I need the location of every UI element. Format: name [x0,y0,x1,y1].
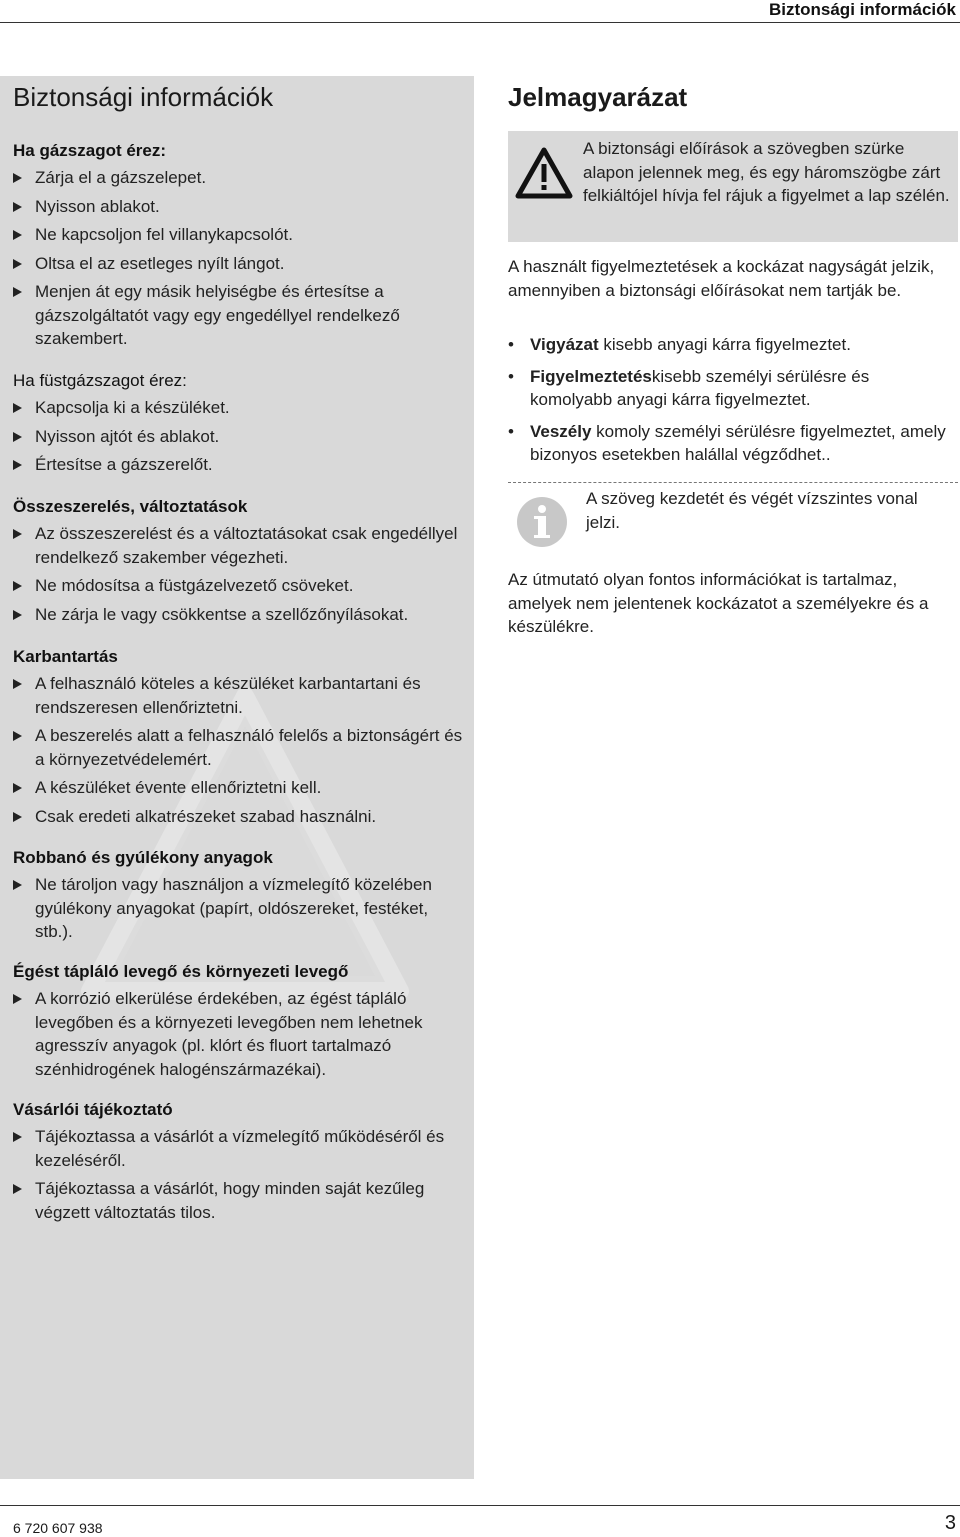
section-heading: Robbanó és gyúlékony anyagok [13,848,273,867]
page-number: 3 [944,1512,956,1534]
list-item-text: A beszerelés alatt a felhasználó felelős a biztonságért és a környezetvédelemért. [35,726,463,769]
list-item [13,223,468,247]
warning-levels [508,333,953,475]
warning-box-text: A biztonsági előírások a szövegben szürke alapon jelennek meg, és egy háromszögbe zárt felkiáltójel hívja fel rájuk a figyelmet a lap szélén. [583,139,950,205]
section-customer-info [13,1100,468,1224]
list-item-text: Tájékoztassa a vásárlót, hogy minden saját kezűleg végzett változtatás tilos. [35,1179,425,1222]
triangle-bullet-icon [13,460,22,470]
list-item [508,420,953,467]
triangle-bullet-icon [13,529,22,539]
list-item-text: A készüléket évente ellenőriztetni kell. [35,778,322,797]
triangle-bullet-icon [13,610,22,620]
section-heading: Vásárlói tájékoztató [13,1100,173,1119]
list-item [508,365,953,412]
list-item [13,166,468,190]
section-heading: Ha gázszagot érez: [13,141,167,160]
list-item [13,1125,468,1172]
list-item [13,396,468,420]
list-item-text: Nyisson ajtót és ablakot. [35,426,220,446]
section-heading: Összeszerelés, változtatások [13,497,248,516]
list-item [13,574,468,598]
list-item-text: Kapcsolja ki a készüléket. [35,398,230,417]
level-text: kisebb személyi sérülésre és komolyabb anyagi kárra figyelmeztet. [530,366,870,409]
warning-triangle-icon [515,147,573,199]
triangle-bullet-icon [13,230,22,240]
triangle-bullet-icon [13,1132,22,1142]
list-item [13,195,468,219]
info-divider [508,482,958,484]
level-text: kisebb anyagi kárra figyelmeztet. [598,335,851,354]
list-item-text: Nyisson ablakot. [35,196,160,216]
document-code: 6 720 607 938 [13,1520,103,1536]
list-item [13,672,468,719]
list-item-text: Menjen át egy másik helyiségbe és értesítse a gázszolgáltatót vagy egy engedéllyel rendelkező szakembert. [35,282,400,348]
list-item [13,873,468,944]
warning-intro: A használt figyelmeztetések a kockázat nagyságát jelzik, amennyiben a biztonsági előírásokat nem tartják be. [508,257,935,300]
triangle-bullet-icon [13,202,22,212]
level-term: Vigyázat [530,335,599,354]
triangle-bullet-icon [13,432,22,442]
warning-example-box [508,131,958,242]
section-heading: Égést tápláló levegő és környezeti levegő [13,962,349,981]
page-title: Biztonsági információk [13,82,274,112]
level-text: komoly személyi sérülésre figyelmeztet, amely bizonyos esetekben halállal végződhet.. [530,421,946,464]
section-maintenance [13,647,468,828]
triangle-bullet-icon [13,880,22,890]
triangle-bullet-icon [13,1184,22,1194]
list-item-text: Az összeszerelést és a változtatásokat csak engedéllyel rendelkező szakember végezheti. [35,524,458,567]
level-term: Figyelmeztetés [530,366,652,386]
triangle-bullet-icon [13,287,22,297]
section-flue-gas-smell [13,371,468,477]
footer-rule [0,1505,960,1506]
header-rule [0,22,960,23]
section-combustion-air [13,962,468,1081]
list-item [13,1177,468,1224]
legend-title: Jelmagyarázat [508,82,688,112]
triangle-bullet-icon [13,679,22,689]
list-item [13,987,468,1081]
list-item-text: Csak eredeti alkatrészeket szabad használni. [35,806,377,826]
list-item-text: Oltsa el az esetleges nyílt lángot. [35,253,285,273]
list-item [13,453,468,477]
list-item-text: Ne tároljon vagy használjon a vízmelegítő közelében gyúlékony anyagokat (papírt, oldószereket, festéket, stb.). [35,875,432,941]
triangle-bullet-icon [13,731,22,741]
list-item [13,252,468,276]
list-item [13,724,468,771]
triangle-bullet-icon [13,994,22,1004]
section-flammable [13,848,468,944]
list-item-text: Értesítse a gázszerelőt. [35,455,213,474]
closing-text: Az útmutató olyan fontos információkat is tartalmaz, amelyek nem jelentenek kockázatot a személyekre és a készülékre. [508,570,929,636]
triangle-bullet-icon [13,259,22,269]
info-icon [515,495,569,549]
list-item [508,333,953,357]
list-item [13,280,468,351]
list-item [13,522,468,569]
section-gas-smell [13,141,468,351]
triangle-bullet-icon [13,403,22,413]
list-item [13,805,468,829]
list-item-text: Ne módosítsa a füstgázelvezető csöveket. [35,576,354,595]
section-heading: Ha füstgázszagot érez: [13,371,187,390]
triangle-bullet-icon [13,581,22,591]
list-item [13,425,468,449]
triangle-bullet-icon [13,783,22,793]
section-installation [13,497,468,626]
list-item-text: Ne kapcsoljon fel villanykapcsolót. [35,225,293,244]
info-text: A szöveg kezdetét és végét vízszintes vonal jelzi. [586,489,918,532]
list-item-text: Tájékoztassa a vásárlót a vízmelegítő működéséről és kezeléséről. [35,1127,445,1170]
list-item-text: Zárja el a gázszelepet. [35,168,207,187]
list-item [13,776,468,800]
list-item-text: A korrózió elkerülése érdekében, az égést tápláló levegőben és a környezeti levegőben nem lehetnek agresszív anyagok (pl. klórt és fluort tartalmazó szénhidrogének halogénszármazékai). [35,989,423,1079]
level-term: Veszély [530,421,592,441]
list-item [13,603,468,627]
triangle-bullet-icon [13,812,22,822]
list-item-text: Ne zárja le vagy csökkentse a szellőzőnyílásokat. [35,604,409,624]
list-item-text: A felhasználó köteles a készüléket karbantartani és rendszeresen ellenőriztetni. [35,674,421,717]
section-heading: Karbantartás [13,647,118,666]
page-header-title: Biztonsági információk [768,0,956,19]
triangle-bullet-icon [13,173,22,183]
